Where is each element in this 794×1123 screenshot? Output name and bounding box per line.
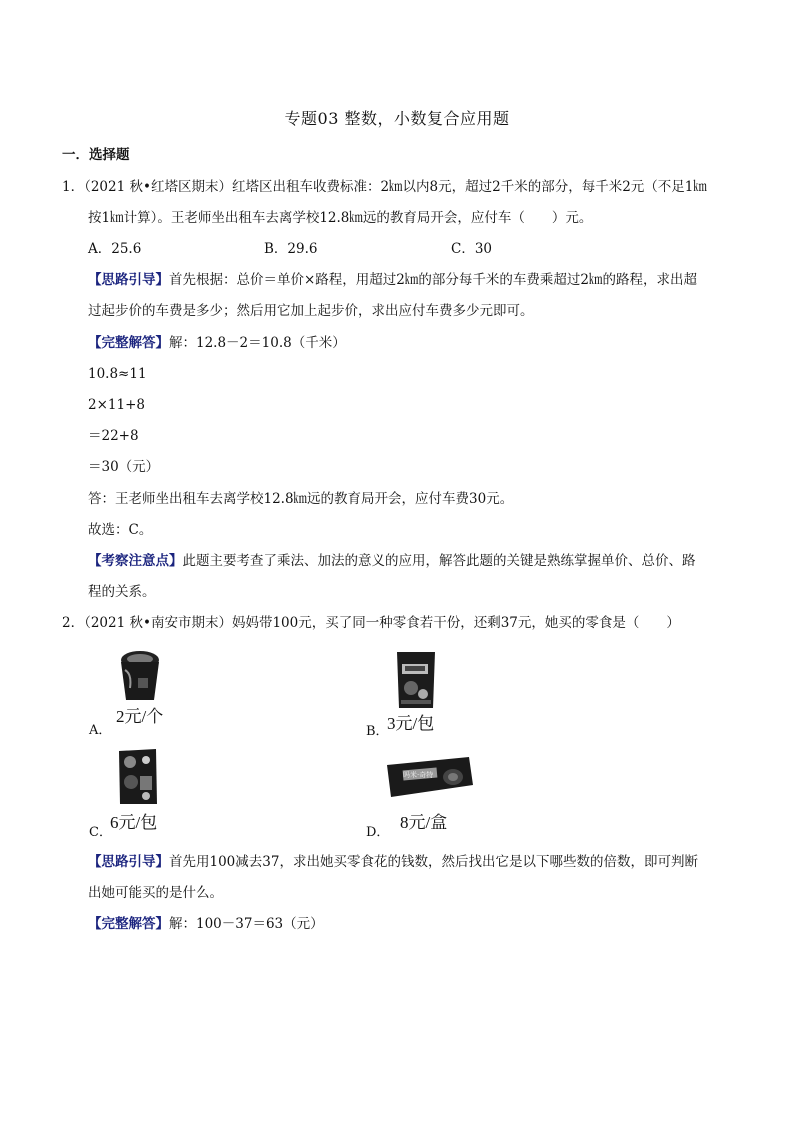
q1-answer-text: 解：12.8－2＝10.8（千米） xyxy=(169,335,346,351)
q2-hint-line2: 出她可能买的是什么。 xyxy=(88,885,223,901)
snack-small-bag-image xyxy=(116,748,160,806)
q1-stem-line1: 1．（2021 秋•红塔区期末）红塔区出租车收费标准：2㎞以内8元，超过2千米的部分，每千米2元（不足1㎞ xyxy=(62,179,707,195)
q1-choice: 故选：C。 xyxy=(88,522,153,538)
q1-option-c: C．30 xyxy=(451,241,493,257)
q1-note-text1: 此题主要考查了乘法、加法的意义的应用，解答此题的关键是熟练掌握单价、总价、路 xyxy=(182,553,696,569)
q1-step-1: 10.8≈11 xyxy=(88,366,147,382)
option-b-letter: B． xyxy=(366,724,389,739)
snack-box-label: 吗米·奇特 xyxy=(403,771,434,779)
section-heading: 一．选择题 xyxy=(62,147,130,163)
q1-option-a: A．25.6 xyxy=(88,241,142,257)
q2-hint-text1: 首先用100减去37，求出她买零食花的钱数，然后找出它是以下哪些数的倍数，即可判断 xyxy=(169,854,698,870)
q2-hint-tag: 【思路引导】 xyxy=(88,854,169,870)
q2-answer-tag: 【完整解答】 xyxy=(88,916,169,932)
page-title: 专题03 整数，小数复合应用题 xyxy=(284,109,510,128)
option-a-letter: A． xyxy=(89,723,112,738)
q1-reply: 答：王老师坐出租车去离学校12.8㎞远的教育局开会，应付车费30元。 xyxy=(88,491,514,507)
q1-answer-line xyxy=(88,334,346,352)
option-c-price: 6元/包 xyxy=(110,813,158,832)
option-d-price: 8元/盒 xyxy=(400,813,448,832)
option-c-letter: C． xyxy=(89,825,112,840)
q1-stem-line2: 按1㎞计算）。王老师坐出租车去离学校12.8㎞远的教育局开会，应付车（ ）元。 xyxy=(88,210,593,226)
q1-note-tag: 【考察注意点】 xyxy=(88,553,183,569)
q1-hint-text1: 首先根据：总价＝单价×路程，用超过2㎞的部分每千米的车费乘超过2㎞的路程，求出超 xyxy=(169,272,697,288)
snack-bag-image xyxy=(393,650,439,710)
option-b-price: 3元/包 xyxy=(387,714,435,733)
q1-hint-tag: 【思路引导】 xyxy=(88,272,169,288)
q1-step-4: ＝30（元） xyxy=(88,459,160,475)
option-d-letter: D． xyxy=(366,825,390,840)
q2-stem-line1: 2．（2021 秋•南安市期末）妈妈带100元，买了同一种零食若干份，还剩37元，她买的零食是（ ） xyxy=(62,615,680,631)
q1-hint-line1 xyxy=(88,271,697,289)
q1-step-3: ＝22+8 xyxy=(88,428,139,444)
q1-note-line2: 程的关系。 xyxy=(88,584,156,600)
q1-answer-tag: 【完整解答】 xyxy=(88,335,169,351)
q1-option-b: B．29.6 xyxy=(264,241,318,257)
q2-hint-line1 xyxy=(88,853,698,871)
q2-answer-text: 解：100－37＝63（元） xyxy=(169,916,324,932)
q1-note-line1 xyxy=(88,552,696,570)
snack-cup-image xyxy=(112,648,164,706)
q1-step-2: 2×11+8 xyxy=(88,397,145,413)
option-a-price: 2元/个 xyxy=(116,707,164,726)
q2-answer-line xyxy=(88,915,324,933)
q1-hint-line2: 过起步价的车费是多少；然后用它加上起步价，求出应付车费多少元即可。 xyxy=(88,303,534,319)
